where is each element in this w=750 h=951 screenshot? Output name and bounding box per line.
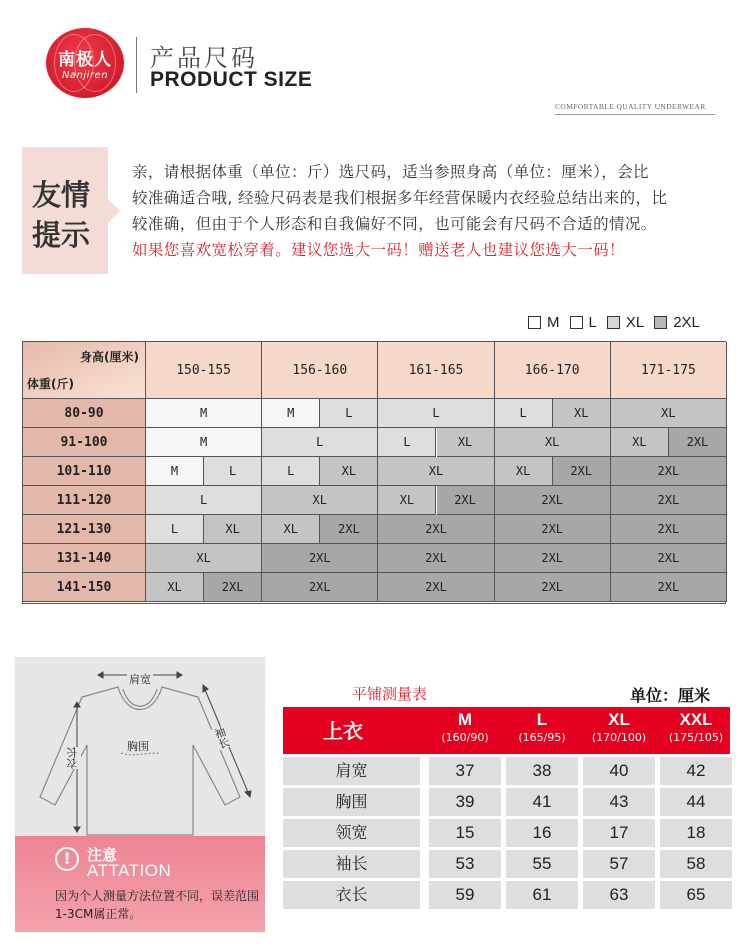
legend-label: L: [588, 314, 597, 331]
label-sleeve: 袖长: [211, 725, 232, 751]
legend-label: 2XL: [673, 314, 700, 331]
size-cell: 2XL: [437, 486, 495, 515]
page-title-cn: 产品尺码: [150, 44, 258, 72]
brand-logo: [46, 28, 124, 98]
size-cell: 2XL: [262, 573, 378, 602]
weight-header: 131-140: [23, 544, 146, 573]
size-cell: 2XL: [553, 457, 611, 486]
size-cell: M: [146, 428, 262, 457]
size-cell: XL: [495, 457, 553, 486]
size-cell: L: [262, 457, 320, 486]
tip-line: 亲，请根据体重（单位：斤）选尺码，适当参照身高（单位：厘米），会比: [132, 163, 649, 181]
tip-label-line2: 提示: [32, 218, 91, 252]
measure-name: 衣长: [283, 881, 420, 909]
attention-text: 因为个人测量方法位置不同，误差范围1-3CM属正常。: [55, 889, 260, 921]
size-cell: L: [204, 457, 262, 486]
tagline-rule: [555, 114, 715, 115]
size-name: L: [536, 710, 548, 729]
size-cell: XL: [378, 457, 494, 486]
size-column-header: [503, 710, 581, 746]
legend-swatch: [607, 316, 620, 329]
legend-swatch: [654, 316, 667, 329]
size-cell: L: [146, 515, 204, 544]
tip-arrow: [108, 199, 120, 223]
size-cell: 2XL: [262, 544, 378, 573]
label-shoulder: 肩宽: [129, 673, 151, 686]
measure-name: 领宽: [283, 819, 420, 847]
measure-value: 18: [660, 819, 732, 847]
size-cell: XL: [495, 428, 611, 457]
exclamation-icon: !: [55, 847, 79, 871]
tip-line: 较准确适合哦, 经验尺码表是我们根据多年经营保暖内衣经验总结出来的，比: [132, 189, 668, 207]
legend-item: [644, 314, 700, 331]
size-cell: XL: [437, 428, 495, 457]
weight-header: 121-130: [23, 515, 146, 544]
legend-swatch: [528, 316, 541, 329]
weight-header: 101-110: [23, 457, 146, 486]
measure-value: 58: [660, 850, 732, 878]
size-cell: XL: [611, 428, 669, 457]
measure-table-title: 平铺测量表: [352, 685, 428, 703]
size-cell: XL: [320, 457, 378, 486]
label-chest: 胸围: [127, 740, 149, 753]
size-cell: L: [378, 399, 494, 428]
size-cell: 2XL: [611, 486, 727, 515]
size-cell: 2XL: [611, 515, 727, 544]
legend-swatch: [570, 316, 583, 329]
measure-value: 63: [583, 881, 655, 909]
logo-text-cn: 南极人: [58, 50, 112, 70]
measure-value: 53: [429, 850, 501, 878]
tagline: COMFORTABLE QUALITY UNDERWEAR: [555, 102, 706, 111]
measure-value: 57: [583, 850, 655, 878]
size-cell: 2XL: [611, 573, 727, 602]
size-legend: [518, 314, 700, 331]
height-header: 166-170: [495, 342, 611, 399]
measure-name: 胸围: [283, 788, 420, 816]
size-name: XL: [608, 710, 630, 729]
size-cell: XL: [262, 486, 378, 515]
measure-value: 15: [429, 819, 501, 847]
measure-name: 肩宽: [283, 757, 420, 785]
measure-value: 40: [583, 757, 655, 785]
size-name: M: [457, 710, 473, 729]
measure-value: 61: [506, 881, 578, 909]
size-cell: XL: [553, 399, 611, 428]
measure-value: 16: [506, 819, 578, 847]
measure-value: 59: [429, 881, 501, 909]
size-column-header: [657, 710, 735, 746]
size-name: XXL: [679, 710, 713, 729]
size-column-header: [580, 710, 658, 746]
size-range: (175/105): [668, 731, 724, 744]
height-header: 161-165: [378, 342, 494, 399]
weight-header: 91-100: [23, 428, 146, 457]
size-cell: XL: [146, 544, 262, 573]
height-axis-label: 身高(厘米): [80, 350, 139, 364]
measure-value: 55: [506, 850, 578, 878]
size-cell: 2XL: [320, 515, 378, 544]
size-cell: L: [262, 428, 378, 457]
size-cell: XL: [611, 399, 727, 428]
weight-header: 80-90: [23, 399, 146, 428]
size-range: (165/95): [518, 731, 566, 744]
measure-value: 41: [506, 788, 578, 816]
size-cell: L: [495, 399, 553, 428]
tip-highlight: 如果您喜欢宽松穿着。建议您选大一码！赠送老人也建议您选大一码！: [132, 241, 625, 259]
measure-table-unit: 单位：厘米: [630, 686, 711, 705]
size-column-header: [426, 710, 504, 746]
measure-name: 袖长: [283, 850, 420, 878]
size-cell: 2XL: [378, 544, 494, 573]
size-cell: 2XL: [378, 573, 494, 602]
size-cell: M: [146, 457, 204, 486]
measure-value: 38: [506, 757, 578, 785]
size-cell: M: [262, 399, 320, 428]
tip-text: [132, 159, 732, 263]
logo-text-en: Nanjiren: [61, 70, 109, 81]
size-cell: XL: [378, 486, 436, 515]
legend-label: M: [547, 314, 560, 331]
size-cell: 2XL: [495, 573, 611, 602]
weight-axis-label: 体重(斤): [27, 377, 74, 391]
size-cell: 2XL: [669, 428, 727, 457]
height-header: 150-155: [146, 342, 262, 399]
size-cell: 2XL: [495, 544, 611, 573]
attention-title-cn: 注意: [87, 846, 118, 864]
height-header: 171-175: [611, 342, 727, 399]
size-cell: XL: [262, 515, 320, 544]
size-cell: 2XL: [611, 544, 727, 573]
height-header: 156-160: [262, 342, 378, 399]
weight-header: 141-150: [23, 573, 146, 602]
legend-item: [597, 314, 644, 331]
legend-item: [518, 314, 560, 331]
size-recommendation-table: [22, 341, 726, 604]
size-cell: L: [378, 428, 436, 457]
size-cell: 2XL: [495, 515, 611, 544]
size-cell: L: [146, 486, 262, 515]
size-cell: L: [320, 399, 378, 428]
measure-value: 65: [660, 881, 732, 909]
measure-value: 39: [429, 788, 501, 816]
table-corner: [23, 342, 146, 399]
size-cell: 2XL: [378, 515, 494, 544]
attention-title-en: ATTATION: [87, 861, 172, 880]
label-body-length: 衣长: [66, 747, 79, 769]
size-cell: 2XL: [204, 573, 262, 602]
measure-value: 42: [660, 757, 732, 785]
measure-value: 44: [660, 788, 732, 816]
weight-header: 111-120: [23, 486, 146, 515]
header-divider: [136, 37, 137, 93]
legend-item: [560, 314, 597, 331]
legend-label: XL: [625, 314, 645, 331]
measure-value: 17: [583, 819, 655, 847]
size-cell: XL: [146, 573, 204, 602]
size-cell: 2XL: [495, 486, 611, 515]
page-title-en: PRODUCT SIZE: [150, 68, 313, 91]
tip-line: 较准确，但由于个人形态和自我偏好不同，也可能会有尺码不合适的情况。: [132, 215, 657, 233]
measure-category: 上衣: [323, 719, 363, 743]
attention-box: [15, 836, 265, 932]
size-range: (170/100): [591, 731, 647, 744]
tip-label-line1: 友情: [32, 178, 91, 212]
size-cell: XL: [204, 515, 262, 544]
tip-label-box: [22, 147, 108, 274]
size-cell: M: [146, 399, 262, 428]
size-cell: 2XL: [611, 457, 727, 486]
measure-value: 37: [429, 757, 501, 785]
measure-table-header: [283, 707, 730, 754]
size-range: (160/90): [441, 731, 489, 744]
measure-value: 43: [583, 788, 655, 816]
